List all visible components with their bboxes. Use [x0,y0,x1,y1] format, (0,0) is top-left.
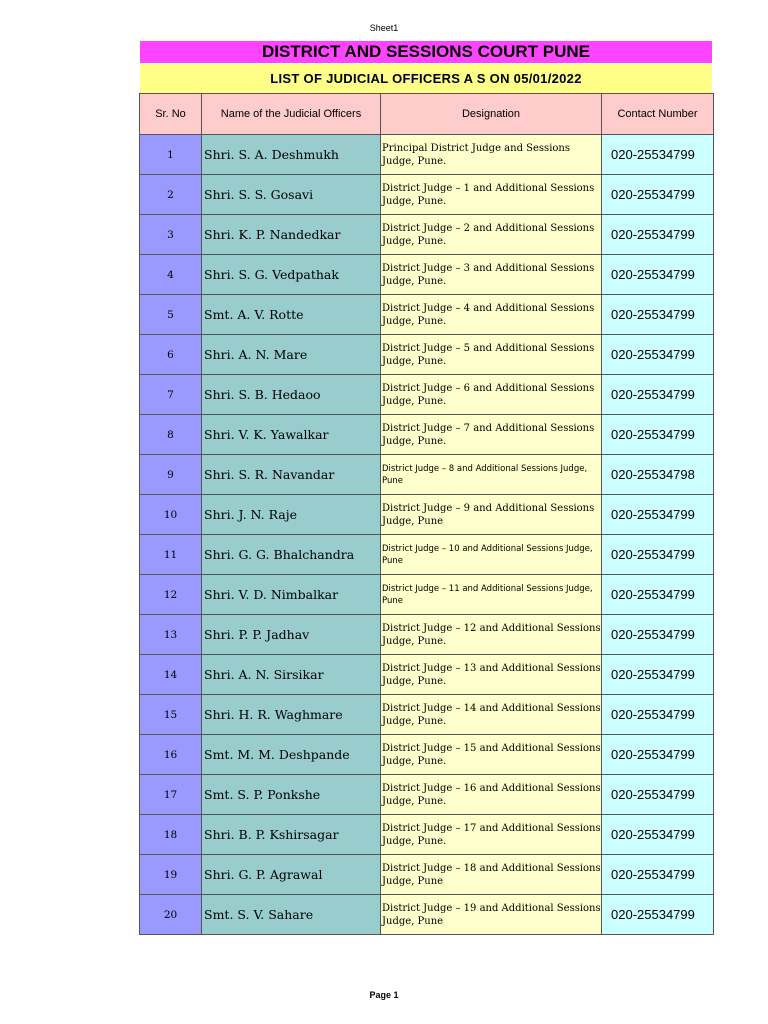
cell-sr-no: 9 [140,455,202,495]
cell-sr-no: 10 [140,495,202,535]
cell-sr-no: 5 [140,295,202,335]
cell-designation: District Judge – 4 and Additional Sessions Judge, Pune. [381,295,602,335]
table-row [140,255,714,295]
cell-contact-number: 020-25534799 [602,575,714,615]
table-row [140,815,714,855]
table-row [140,455,714,495]
cell-sr-no: 4 [140,255,202,295]
cell-designation: District Judge – 19 and Additional Sessions Judge, Pune [381,895,602,935]
officers-table [139,93,714,935]
table-row [140,575,714,615]
cell-sr-no: 7 [140,375,202,415]
cell-sr-no: 20 [140,895,202,935]
cell-designation: District Judge – 11 and Additional Sessions Judge, Pune [381,575,602,615]
cell-officer-name: Shri. V. K. Yawalkar [202,415,381,455]
cell-designation: District Judge – 3 and Additional Sessions Judge, Pune. [381,255,602,295]
cell-designation: District Judge – 12 and Additional Sessions Judge, Pune. [381,615,602,655]
cell-designation: District Judge – 7 and Additional Sessions Judge, Pune. [381,415,602,455]
cell-officer-name: Shri. G. G. Bhalchandra [202,535,381,575]
cell-sr-no: 17 [140,775,202,815]
cell-designation: District Judge – 8 and Additional Sessions Judge, Pune [381,455,602,495]
cell-sr-no: 15 [140,695,202,735]
table-row [140,775,714,815]
table-row [140,735,714,775]
cell-sr-no: 3 [140,215,202,255]
cell-sr-no: 19 [140,855,202,895]
cell-officer-name: Smt. M. M. Deshpande [202,735,381,775]
table-row [140,135,714,175]
table-row [140,375,714,415]
cell-officer-name: Smt. A. V. Rotte [202,295,381,335]
cell-officer-name: Shri. S. A. Deshmukh [202,135,381,175]
cell-sr-no: 13 [140,615,202,655]
table-row [140,695,714,735]
cell-officer-name: Shri. A. N. Sirsikar [202,655,381,695]
cell-designation: District Judge – 17 and Additional Sessions Judge, Pune. [381,815,602,855]
header-sr-no: Sr. No [140,94,202,135]
cell-designation: District Judge – 6 and Additional Sessions Judge, Pune. [381,375,602,415]
cell-contact-number: 020-25534799 [602,815,714,855]
cell-sr-no: 1 [140,135,202,175]
cell-contact-number: 020-25534799 [602,495,714,535]
cell-designation: District Judge – 18 and Additional Sessions Judge, Pune [381,855,602,895]
page-number: Page 1 [369,990,399,1000]
table-row [140,295,714,335]
cell-contact-number: 020-25534799 [602,735,714,775]
cell-officer-name: Shri. G. P. Agrawal [202,855,381,895]
cell-sr-no: 16 [140,735,202,775]
cell-sr-no: 6 [140,335,202,375]
header-name: Name of the Judicial Officers [202,94,381,135]
document-subtitle: LIST OF JUDICIAL OFFICERS A S ON 05/01/2022 [140,64,712,93]
cell-designation: District Judge – 13 and Additional Sessions Judge, Pune. [381,655,602,695]
cell-sr-no: 14 [140,655,202,695]
cell-sr-no: 18 [140,815,202,855]
cell-officer-name: Shri. A. N. Mare [202,335,381,375]
header-designation: Designation [381,94,602,135]
cell-contact-number: 020-25534799 [602,255,714,295]
cell-designation: District Judge – 5 and Additional Sessions Judge, Pune. [381,335,602,375]
cell-contact-number: 020-25534799 [602,335,714,375]
cell-contact-number: 020-25534799 [602,855,714,895]
cell-sr-no: 2 [140,175,202,215]
cell-officer-name: Shri. H. R. Waghmare [202,695,381,735]
table-row [140,655,714,695]
cell-officer-name: Shri. S. R. Navandar [202,455,381,495]
table-row [140,495,714,535]
cell-designation: District Judge – 14 and Additional Sessions Judge, Pune. [381,695,602,735]
cell-sr-no: 11 [140,535,202,575]
document-title: DISTRICT AND SESSIONS COURT PUNE [140,41,712,63]
cell-contact-number: 020-25534799 [602,655,714,695]
cell-officer-name: Shri. S. G. Vedpathak [202,255,381,295]
cell-officer-name: Shri. B. P. Kshirsagar [202,815,381,855]
cell-officer-name: Shri. S. B. Hedaoo [202,375,381,415]
cell-contact-number: 020-25534799 [602,375,714,415]
cell-designation: District Judge – 16 and Additional Sessions Judge, Pune. [381,775,602,815]
cell-sr-no: 12 [140,575,202,615]
cell-officer-name: Shri. S. S. Gosavi [202,175,381,215]
cell-contact-number: 020-25534799 [602,175,714,215]
cell-officer-name: Smt. S. P. Ponkshe [202,775,381,815]
cell-designation: District Judge – 1 and Additional Sessions Judge, Pune. [381,175,602,215]
cell-contact-number: 020-25534799 [602,615,714,655]
officer-rows [140,135,714,935]
table-row [140,615,714,655]
cell-contact-number: 020-25534799 [602,535,714,575]
table-row [140,415,714,455]
table-row [140,215,714,255]
cell-contact-number: 020-25534799 [602,295,714,335]
cell-contact-number: 020-25534799 [602,215,714,255]
cell-officer-name: Shri. V. D. Nimbalkar [202,575,381,615]
cell-officer-name: Shri. P. P. Jadhav [202,615,381,655]
cell-contact-number: 020-25534799 [602,775,714,815]
table-header-row [140,94,714,135]
table-row [140,895,714,935]
cell-contact-number: 020-25534799 [602,415,714,455]
cell-designation: District Judge – 15 and Additional Sessions Judge, Pune. [381,735,602,775]
cell-sr-no: 8 [140,415,202,455]
sheet-name: Sheet1 [369,23,399,33]
cell-designation: District Judge – 10 and Additional Sessions Judge, Pune [381,535,602,575]
cell-contact-number: 020-25534798 [602,455,714,495]
table-row [140,175,714,215]
cell-officer-name: Shri. J. N. Raje [202,495,381,535]
table-row [140,855,714,895]
header-contact: Contact Number [602,94,714,135]
cell-contact-number: 020-25534799 [602,135,714,175]
cell-designation: Principal District Judge and Sessions Judge, Pune. [381,135,602,175]
cell-contact-number: 020-25534799 [602,895,714,935]
cell-designation: District Judge – 9 and Additional Sessions Judge, Pune [381,495,602,535]
table-row [140,335,714,375]
cell-officer-name: Smt. S. V. Sahare [202,895,381,935]
cell-designation: District Judge – 2 and Additional Sessions Judge, Pune. [381,215,602,255]
cell-officer-name: Shri. K. P. Nandedkar [202,215,381,255]
cell-contact-number: 020-25534799 [602,695,714,735]
table-row [140,535,714,575]
